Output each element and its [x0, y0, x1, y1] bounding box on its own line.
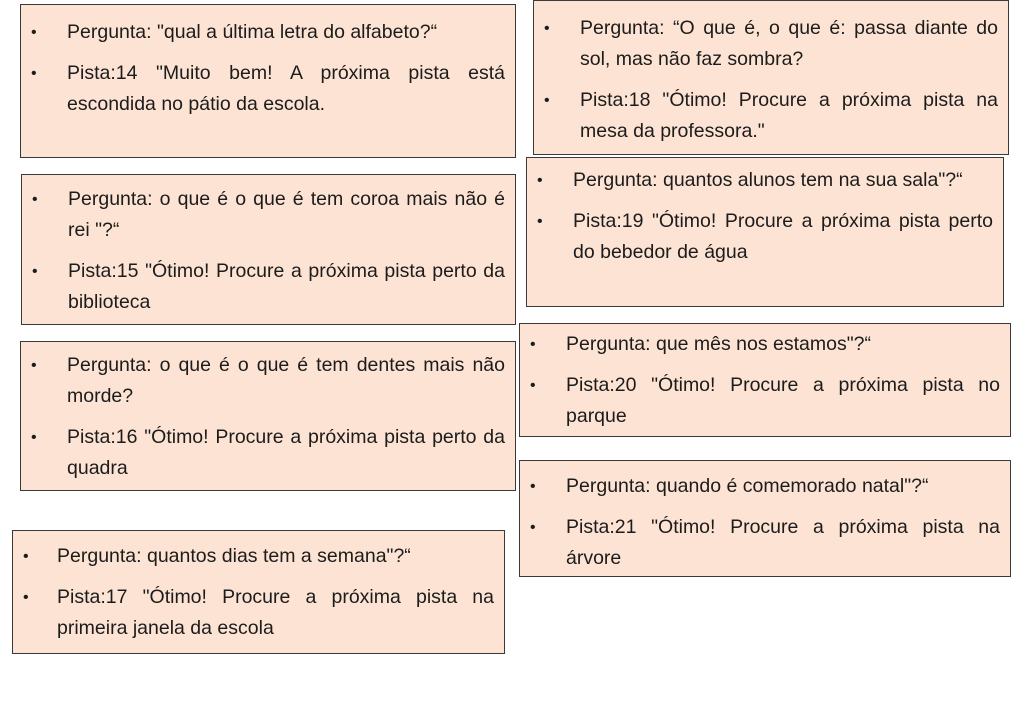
- question-item: [520, 329, 1010, 360]
- clue-card-16: [20, 341, 516, 491]
- question-item: [21, 17, 515, 48]
- clue-card-18: [533, 0, 1009, 155]
- question-item: [13, 541, 504, 572]
- clue-list: [22, 184, 515, 318]
- clue-text: Pista:16 "Ótimo! Procure a próxima pista perto da quadra: [67, 426, 505, 479]
- clue-text: Pista:21 "Ótimo! Procure a próxima pista na árvore: [566, 516, 1000, 569]
- bullet-icon: •: [23, 589, 29, 606]
- clue-card-14: [20, 4, 516, 158]
- question-text: Pergunta: "qual a última letra do alfabeto?“: [67, 21, 438, 43]
- clue-text: Pista:17 "Ótimo! Procure a próxima pista na primeira janela da escola: [57, 586, 494, 639]
- question-text: Pergunta: o que é o que é tem dentes mais não morde?: [67, 354, 505, 407]
- bullet-icon: •: [31, 65, 37, 82]
- clue-text: Pista:14 "Muito bem! A próxima pista está escondida no pátio da escola.: [67, 62, 505, 115]
- clue-item: [520, 370, 1010, 432]
- clue-card-17: [12, 530, 505, 654]
- clue-list: [534, 13, 1008, 147]
- clue-card-19: [526, 157, 1004, 307]
- bullet-icon: •: [530, 336, 536, 353]
- clue-item: [520, 512, 1010, 574]
- question-item: [22, 184, 515, 246]
- question-text: Pergunta: quantos alunos tem na sua sala"?“: [573, 169, 963, 191]
- question-text: Pergunta: quando é comemorado natal"?“: [566, 475, 929, 497]
- clue-list: [13, 541, 504, 644]
- question-item: [527, 165, 1003, 196]
- clue-text: Pista:15 "Ótimo! Procure a próxima pista perto da biblioteca: [68, 260, 505, 313]
- clue-item: [527, 206, 1003, 268]
- bullet-icon: •: [530, 377, 536, 394]
- clue-item: [21, 58, 515, 120]
- bullet-icon: •: [32, 191, 38, 208]
- clue-card-20: [519, 323, 1011, 437]
- bullet-icon: •: [31, 429, 37, 446]
- question-item: [21, 350, 515, 412]
- clue-text: Pista:20 "Ótimo! Procure a próxima pista no parque: [566, 374, 1000, 427]
- bullet-icon: •: [544, 92, 550, 109]
- bullet-icon: •: [544, 20, 550, 37]
- question-text: Pergunta: quantos dias tem a semana"?“: [57, 545, 411, 567]
- clue-card-15: [21, 174, 516, 325]
- bullet-icon: •: [31, 24, 37, 41]
- clue-text: Pista:18 "Ótimo! Procure a próxima pista na mesa da professora.": [580, 89, 998, 142]
- clue-text: Pista:19 "Ótimo! Procure a próxima pista perto do bebedor de água: [573, 210, 993, 263]
- bullet-icon: •: [530, 519, 536, 536]
- clue-item: [13, 582, 504, 644]
- clue-item: [22, 256, 515, 318]
- clue-item: [21, 422, 515, 484]
- clue-list: [21, 17, 515, 120]
- bullet-icon: •: [537, 172, 543, 189]
- question-text: Pergunta: o que é o que é tem coroa mais não é rei "?“: [68, 188, 505, 241]
- clue-list: [21, 350, 515, 484]
- clue-item: [534, 85, 1008, 147]
- question-text: Pergunta: “O que é, o que é: passa diante do sol, mas não faz sombra?: [580, 17, 998, 70]
- bullet-icon: •: [23, 548, 29, 565]
- question-item: [534, 13, 1008, 75]
- bullet-icon: •: [537, 213, 543, 230]
- bullet-icon: •: [32, 263, 38, 280]
- clue-list: [527, 165, 1003, 268]
- bullet-icon: •: [530, 478, 536, 495]
- question-text: Pergunta: que mês nos estamos"?“: [566, 333, 872, 355]
- question-item: [520, 471, 1010, 502]
- bullet-icon: •: [31, 357, 37, 374]
- clue-list: [520, 329, 1010, 432]
- clue-list: [520, 471, 1010, 574]
- clue-card-21: [519, 460, 1011, 577]
